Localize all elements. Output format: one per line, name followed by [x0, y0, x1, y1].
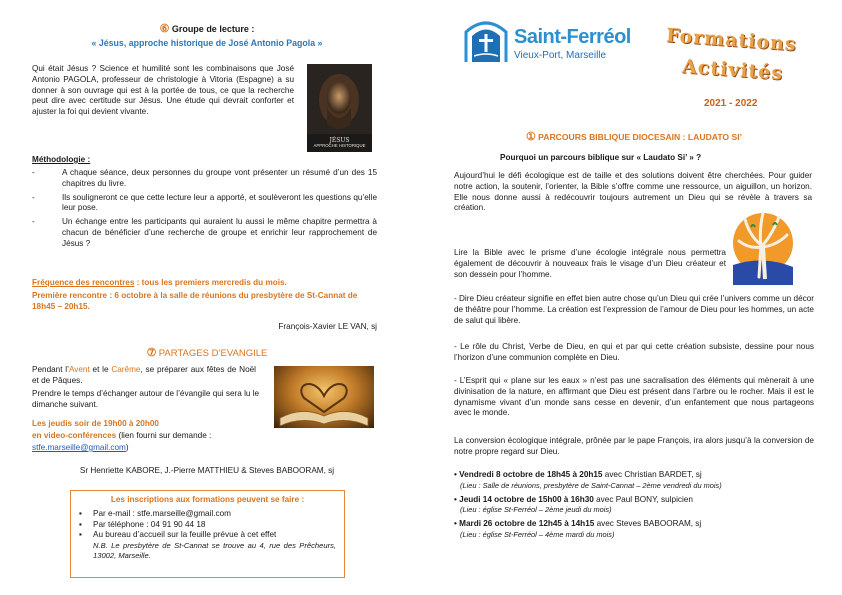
tree-figure-image [729, 205, 797, 285]
section-7-para2: Prendre le temps d’échanger autour de l’évangile qui sera lu le dimanche suivant. [32, 389, 260, 409]
session-date: • Vendredi 8 octobre de 18h45 à 20h15 [454, 470, 603, 479]
list-item: - Ils souligneront ce que cette lecture leur a apporté, et soulèveront les questions qu’elle leur pose. [32, 193, 377, 215]
session-item [454, 470, 814, 491]
left-column [32, 0, 382, 595]
right-column [454, 0, 814, 595]
church-logo-icon [462, 14, 510, 66]
video-note: (lien fourni sur demande : [116, 431, 212, 440]
tree-figure-icon [729, 205, 797, 285]
section-1-para2: Lire la Bible avec le prisme d’une écologie intégrale nous permettra également de découvrir à nouveaux frais le visage d’un Dieu créateur et son dessein pour l’homme. [454, 248, 726, 279]
sessions-list [454, 470, 814, 540]
inscriptions-note: N.B. Le presbytère de St-Cannat se trouve au 4, rue des Prêcheurs, 13002, Marseille. [93, 541, 336, 561]
section-6-intro: Qui était Jésus ? Science et humilité sont les combinaisons que José Antonio PAGOLA, professeur de christologie à Vitoria (Espagne) a su donner à son ouvrage qui est à la portée de tous, ce que la recherche peut dire avec certitude sur Jésus. Une étude qui devrait conforter et ajuster la foi qui devient vivante. [32, 64, 294, 117]
header-activites: Activités [681, 55, 784, 85]
text-span: , se préparer aux fêtes de Noël et de Pâques. [32, 365, 256, 385]
method-list [32, 168, 377, 253]
jesus-portrait-icon [307, 64, 372, 134]
book-subtitle: APPROCHE HISTORIQUE [313, 143, 366, 149]
session-date: • Jeudi 14 octobre de 15h00 à 16h30 [454, 494, 594, 504]
frequency-text [32, 278, 377, 289]
section-7-number: ⑦ [146, 347, 157, 359]
heart-book-icon [274, 366, 374, 428]
video-label: en video-conférences [32, 431, 117, 440]
book-cover-image [307, 64, 372, 152]
section-1-para4: - Le rôle du Christ, Verbe de Dieu, en qui et par qui cette création subsiste, dessine pour nous l’horizon d’une communion complète en Dieu. [454, 342, 814, 362]
section-6-heading [32, 22, 382, 37]
session-location: (Lieu : Salle de réunions, presbytère de Saint-Cannat – 2ème vendredi du mois) [460, 480, 722, 490]
parish-name: Saint-Ferréol [514, 26, 631, 48]
inscriptions-list [79, 509, 336, 541]
first-meeting: Première rencontre : 6 octobre à la salle de réunions du presbytère de St-Cannat de 18h45 – 20h15. [32, 291, 358, 311]
inscriptions-box [70, 490, 345, 578]
section-7-heading [32, 346, 382, 361]
frequency-value: : tous les premiers mercredis du mois. [134, 278, 287, 287]
section-1-para6: La conversion écologique intégrale, prônée par le pape François, ira alors jusqu’à la conversion de notre propre regard sur Dieu. [454, 436, 814, 456]
parish-logo [462, 14, 632, 68]
session-location: (Lieu : église St-Ferréol – 2ème jeudi du mois) [460, 505, 612, 515]
session-item [454, 519, 814, 540]
heart-book-image [274, 366, 374, 428]
book-title: JÉSUS [329, 136, 350, 144]
section-1-title: PARCOURS BIBLIQUE DIOCESAIN : LAUDATO SI’ [538, 132, 743, 142]
section-6-number: ⑥ [159, 23, 170, 35]
session-leader: avec Christian BARDET, sj [602, 470, 702, 479]
session-location: (Lieu : église St-Ferréol – 4ème mardi du mois) [460, 530, 615, 540]
section-1-para5: - L’Esprit qui « plane sur les eaux » n’est pas une sacralisation des éléments qui mènerait à une divinisation de la nature, en affirmant que Dieu est présent dans l’arbre ou le rocher. Mais il est le dynamisme vivant d’un monde sans cesse en devenir, d’un enfantement que nous partageons avec le monde. [454, 376, 814, 418]
text-span: ) [125, 443, 129, 452]
section-7-signature: Sr Henriette KABORE, J.-Pierre MATTHIEU & Steves BABOORAM, sj [79, 466, 335, 475]
section-7-title: PARTAGES D’EVANGILE [158, 348, 268, 359]
session-leader: avec Paul BONY, sulpicien [593, 494, 693, 504]
frequency-label: Fréquence des rencontres [32, 278, 135, 287]
section-7-time: Les jeudis soir de 19h00 à 20h00 [32, 419, 159, 428]
section-1-heading [454, 130, 814, 145]
section-7-para1 [32, 365, 256, 387]
session-date: • Mardi 26 octobre de 12h45 à 14h15 [454, 519, 595, 529]
session-leader: avec Steves BABOORAM, sj [594, 519, 702, 529]
list-item: ▪ Par téléphone : 04 91 90 44 18 [79, 520, 336, 531]
email-link[interactable]: stfe.marseille@gmail.com [32, 443, 126, 452]
list-item: - Un échange entre les participants qui auraient lu aussi le même chapitre permettra à chacun de bénéficier d’une recherche de groupe et enrichir leur rapprochement de Jésus ? [32, 217, 377, 249]
careme-word: Carême [111, 365, 141, 374]
session-item [454, 495, 814, 516]
section-7-email-line [32, 443, 129, 454]
section-6-title: Groupe de lecture : [171, 24, 255, 34]
text-span: et le [89, 365, 112, 374]
list-item: ▪ Par e-mail : stfe.marseille@gmail.com [79, 509, 336, 520]
parish-location: Vieux-Port, Marseille [514, 50, 607, 61]
header-year: 2021 - 2022 [704, 98, 758, 109]
header-formations: Formations [665, 24, 798, 56]
text-span: Pendant l’ [32, 365, 69, 374]
avent-word: Avent [68, 365, 90, 374]
inscriptions-title: Les inscriptions aux formations peuvent se faire : [110, 495, 305, 504]
section-6-signature: François-Xavier LE VAN, sj [278, 322, 377, 331]
section-1-question: Pourquoi un parcours biblique sur « Laudato Si’ » ? [500, 153, 702, 162]
section-7-video [32, 431, 282, 442]
method-label: Méthodologie : [32, 155, 91, 164]
list-item: ▪ Au bureau d’accueil sur la feuille prévue à cet effet [79, 530, 336, 541]
section-1-para1: Aujourd’hui le défi écologique est de taille et des solutions doivent être cherchées. Pour guider notre action, la soutenir, l’orienter, la Bible s’offre comme une ressource, un aiguillon, un horizon. Elle nous donne aussi à redécouvrir toujours autrement un Dieu qui se révèle à travers sa création. [454, 171, 812, 213]
list-item: - A chaque séance, deux personnes du groupe vont présenter un résumé d’un des 15 chapitres du livre. [32, 168, 377, 190]
section-6-subtitle: « Jésus, approche historique de José Antonio Pagola » [91, 38, 323, 48]
section-1-para3: - Dire Dieu créateur signifie en effet bien autre chose qu’un Dieu qui crée l’univers comme un décor de théâtre pour l’homme. La création est l’expression de l’amour de Dieu pour les hommes, un acte de salut qui libère. [454, 294, 814, 325]
section-1-number: ① [525, 131, 536, 143]
